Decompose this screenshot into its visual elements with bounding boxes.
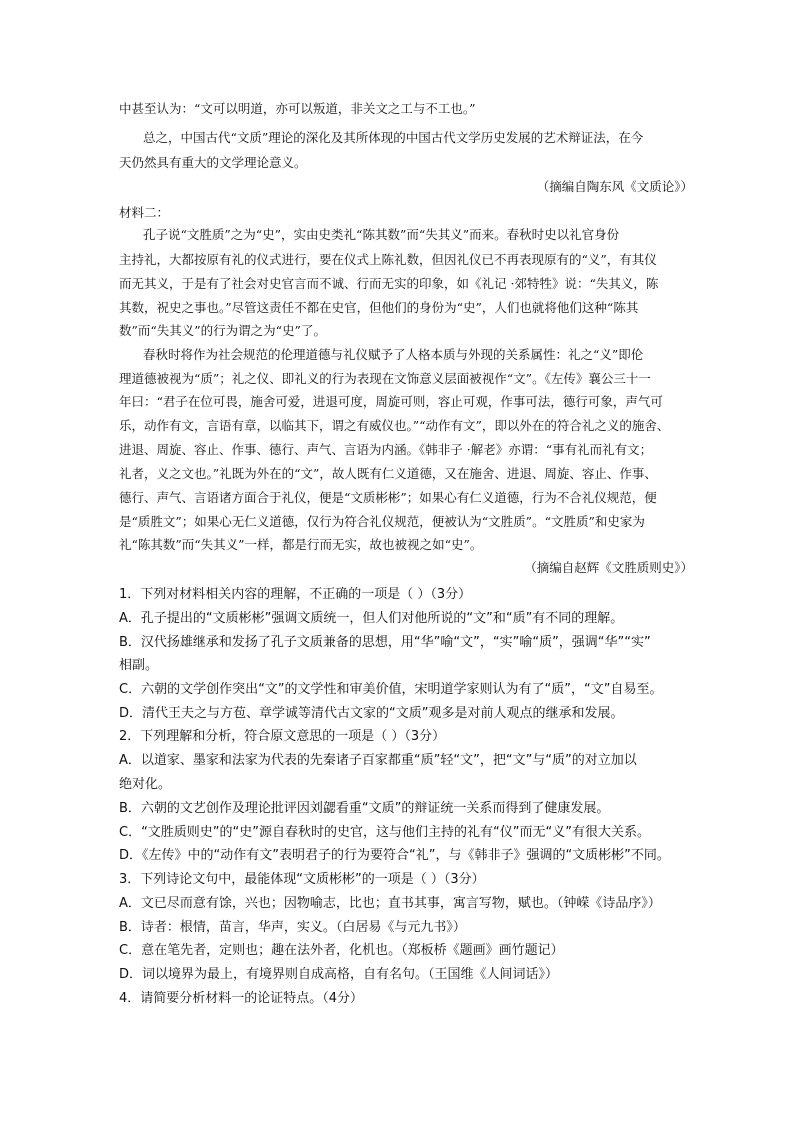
answer-option: C．“文胜质则史”的“史”源自春秋时的史官，这与他们主持的礼有“仪”而无“义”有很大关系。 [119,825,650,840]
answer-option: A．文已尽而意有馀，兴也；因物喻志，比也；直书其事，寓言写物，赋也。（钟嵘《诗品序》） [119,896,661,911]
material2-p2-line: 理道德被视为“质”；礼之仪、即礼义的行为表现在文饰意义层面被视作“文”。《左传》襄公三十一 [119,371,651,386]
material2-p1-line: 数”而“失其义”的行为谓之为“史”了。 [119,323,326,338]
material2-source: （摘编自赵辉《文胜质则史》） [524,560,693,575]
material2-p1-line: 而无其义，于是有了社会对史官言而不诚、行而无实的印象，如《礼记 ·郊特牲》说：“失其义，陈 [119,276,659,291]
material2-p2-line: 德行、声气、言语诸方面合于礼仪，便是“文质彬彬”；如果心有仁义道德，行为不合礼仪规范，便 [119,490,657,505]
answer-option: D．清代王夫之与方苞、章学诚等清代古文家的“文质”观多是对前人观点的继承和发展。 [119,706,624,721]
material2-p1-line: 主持礼，大都按原有礼的仪式进行，要在仪式上陈礼数，但因礼仪已不再表现原有的“义”，有其仪 [119,252,657,267]
material2-heading: 材料二： [119,205,170,220]
material2-p2-line: 春秋时将作为社会规范的伦理道德与礼仪赋予了人格本质与外现的关系属性：礼之“义”即伦 [143,347,644,362]
material2-p2-line: 乐，动作有文，言语有章，以临其下，谓之有威仪也。”“动作有文”，即以外在的符合礼之义的施舍、 [119,418,670,433]
answer-option: A．孔子提出的“文质彬彬”强调文质统一，但人们对他所说的“文”和“质”有不同的理解。 [119,611,624,626]
answer-option: B．诗者：根情，苗言，华声，实义。（白居易《与元九书》） [119,920,466,935]
material2-p2-line: 礼“陈其数”而“失其义”一样，都是行而无实，故也被视之如“史”。 [119,537,483,552]
conclusion-line: 总之，中国古代“文质”理论的深化及其所体现的中国古代文学历史发展的艺术辩证法，在今 [143,130,644,145]
answer-option: B．六朝的文艺创作及理论批评因刘勰看重“文质”的辩证统一关系而得到了健康发展。 [119,801,610,816]
material2-p1-line: 其数，祝史之事也。”尽管这责任不都在史官，但他们的身份为“史”，人们也就将他们这种“陈其 [119,300,639,315]
answer-option: B．汉代扬雄继承和发扬了孔子文质兼备的思想，用“华”喻“文”，“实”喻“质”，强调“华”“实” [119,635,651,650]
question-stem: 1．下列对材料相关内容的理解，不正确的一项是（ ）（3分） [119,587,472,602]
material1-last-line: 中甚至认为：“文可以明道，亦可以叛道，非关文之工与不工也。” [119,101,476,116]
answer-option: A．以道家、墨家和法家为代表的先秦诸子百家都重“质”轻“文”，把“文”与“质”的对立加以 [119,753,637,768]
material1-source: （摘编自陶东风《文质论》） [536,179,693,194]
answer-option: D．《左传》中的“动作有文”表明君子的行为要符合“礼”，与《韩非子》强调的“文质彬彬”不同。 [119,848,670,863]
material2-p1-line: 孔子说“文胜质”之为“史”，实由史类礼“陈其数”而“失其义”而来。春秋时史以礼官身份 [143,227,620,242]
question-stem: 3．下列诗论文句中，最能体现“文质彬彬”的一项是（ ）（3分） [119,872,485,887]
answer-option: C．意在笔先者，定则也；趣在法外者，化机也。（郑板桥《题画》画竹题记） [119,943,564,958]
answer-option: D．词以境界为最上，有境界则自成高格，自有名句。（王国维《人间词话》） [119,967,559,982]
material2-p2-line: 是“质胜文”；如果心无仁义道德，仅行为符合礼仪规范，便被认为“文胜质”。“文胜质”和史家为 [119,514,645,529]
material2-p2-line: 礼者，义之文也。”礼既为外在的“文”，故人既有仁义道德，又在施舍、进退、周旋、容止、作事、 [119,466,657,481]
conclusion-line: 天仍然具有重大的文学理论意义。 [119,155,307,170]
material2-p2-line: 进退、周旋、容止、作事、德行、声气、言语为内涵。《韩非子 ·解老》亦谓：“事有礼而礼有文； [119,442,653,457]
answer-option: C．六朝的文学创作突出“文”的文学性和审美价值，宋明道学家则认为有了“质”，“文”自易至。 [119,682,663,697]
answer-option-continued: 相副。 [119,658,159,673]
question-stem: 2．下列理解和分析，符合原文意思的一项是（ ）（3分） [119,729,446,744]
material2-p2-line: 年曰：“君子在位可畏，施舍可爱，进退可度，周旋可则，容止可观，作事可法，德行可象，声气可 [119,394,663,409]
question-stem: 4．请简要分析材料一的论证特点。（4分） [119,991,364,1006]
answer-option-continued: 绝对化。 [119,777,172,792]
